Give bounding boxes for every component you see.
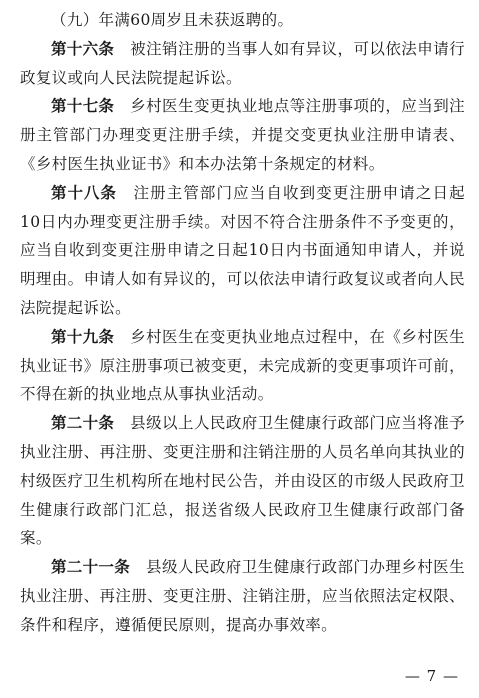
paragraph-text: 县级人民政府卫生健康行政部门办理乡村医生执业注册、再注册、变更注册、注销注册，应当依照法定权限、条件和程序，遵循便民原则，提高办事效率。 — [20, 558, 465, 634]
paragraph-item-9 — [20, 6, 465, 35]
page-number: — 7 — — [404, 667, 459, 685]
paragraph-text: 注册主管部门应当自收到变更注册申请之日起10日内办理变更注册手续。对因不符合注册条件不予变更的，应当自收到变更注册申请之日起10日内书面通知申请人，并说明理由。申请人如有异议的，可以依法申请行政复议或者向人民法院提起诉讼。 — [20, 183, 465, 317]
article-heading: 第二十一条 — [51, 558, 131, 577]
paragraph-article-21 — [20, 553, 465, 639]
paragraph-article-20 — [20, 409, 465, 553]
paragraph-text: 乡村医生变更执业地点等注册事项的，应当到注册主管部门办理变更注册手续，并提交变更执业注册申请表、《乡村医生执业证书》和本办法第十条规定的材料。 — [20, 97, 465, 173]
article-heading: 第十八条 — [51, 183, 117, 202]
article-heading: 第二十条 — [51, 414, 115, 433]
document-body — [20, 6, 465, 640]
paragraph-text: 被注销注册的当事人如有异议，可以依法申请行政复议或向人民法院提起诉讼。 — [20, 39, 465, 87]
paragraph-text: 乡村医生在变更执业地点过程中，在《乡村医生执业证书》原注册事项已被变更，未完成新的变更事项许可前，不得在新的执业地点从事执业活动。 — [20, 327, 465, 404]
paragraph-article-18 — [20, 179, 465, 323]
paragraph-article-16 — [20, 35, 465, 93]
paragraph-article-17 — [20, 92, 465, 178]
article-heading: 第十六条 — [51, 39, 115, 58]
article-heading: 第十七条 — [51, 97, 115, 116]
paragraph-text: （九）年满60周岁且未获返聘的。 — [51, 11, 294, 29]
paragraph-article-19 — [20, 323, 465, 409]
paragraph-text: 县级以上人民政府卫生健康行政部门应当将准予执业注册、再注册、变更注册和注销注册的人员名单向其执业的村级医疗卫生机构所在地村民公告，并由设区的市级人民政府卫生健康行政部门汇总，报送省级人民政府卫生健康行政部门备案。 — [20, 414, 465, 548]
article-heading: 第十九条 — [51, 327, 115, 346]
